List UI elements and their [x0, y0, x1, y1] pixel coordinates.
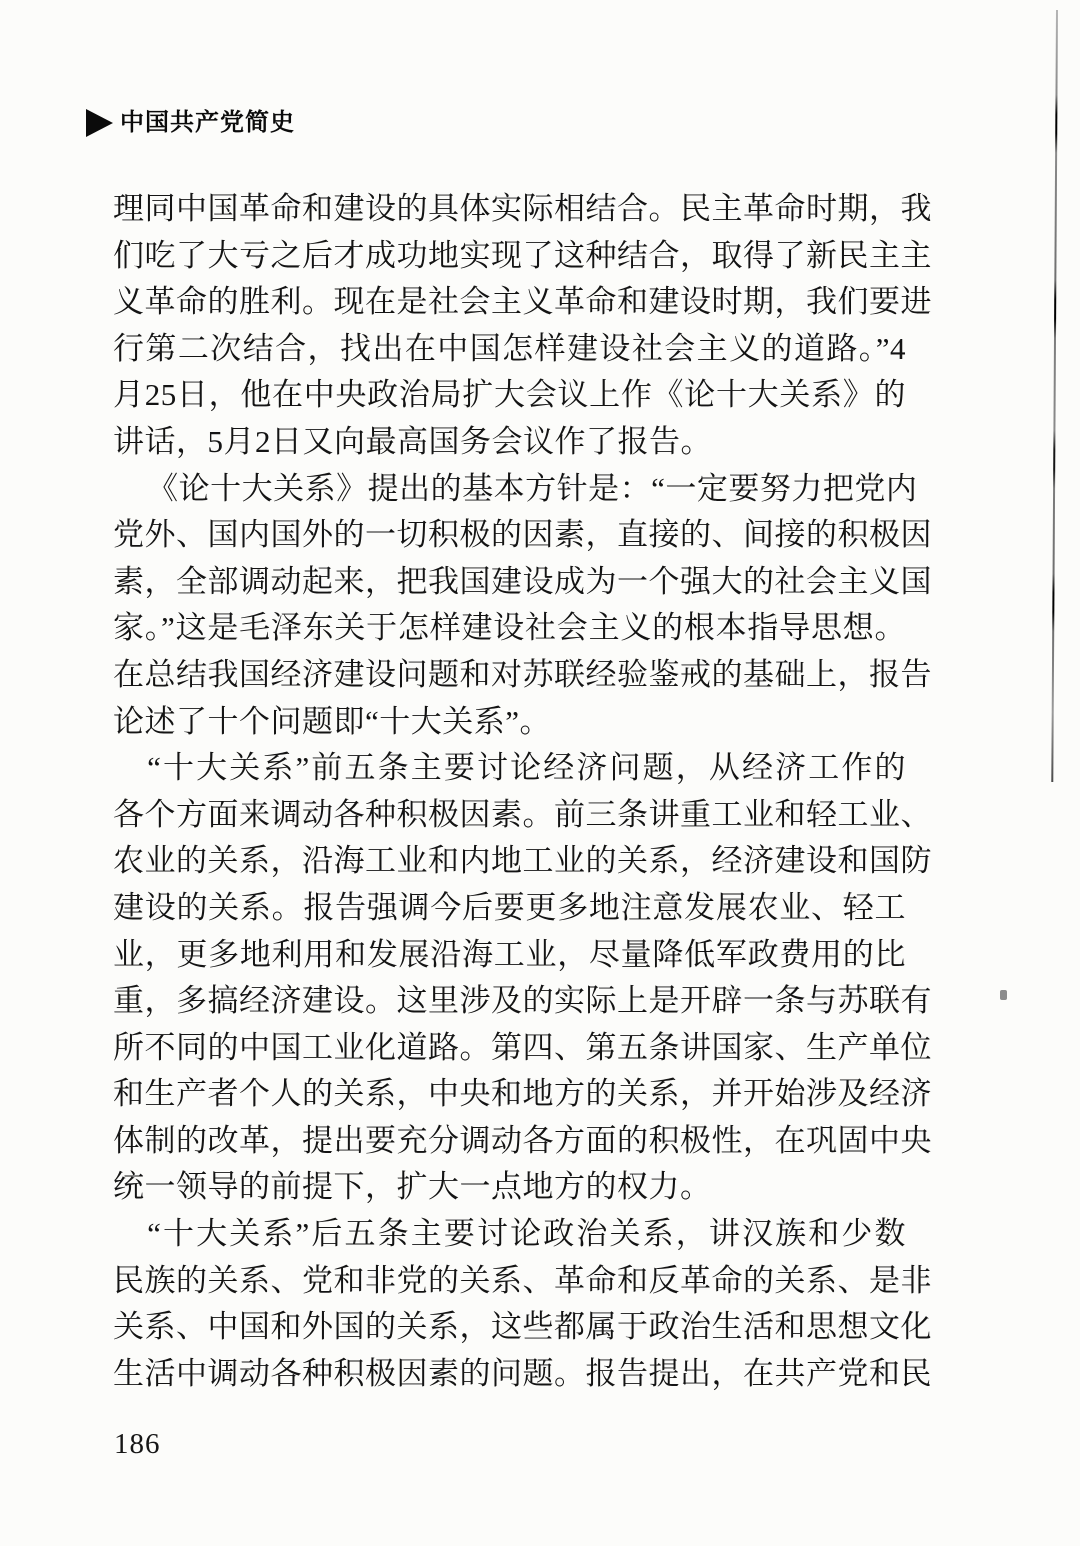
text-line: 关系、中国和外国的关系，这些都属于政治生活和思想文化 — [113, 1309, 932, 1345]
text-line: 月25日，他在中央政治局扩大会议上作《论十大关系》的 — [113, 377, 906, 413]
text-line: 家。”这是毛泽东关于怎样建设社会主义的根本指导思想。 — [113, 610, 906, 646]
text-line: 民族的关系、党和非党的关系、革命和反革命的关系、是非 — [113, 1262, 932, 1298]
text-line: “十大关系”后五条主要讨论政治关系，讲汉族和少数 — [147, 1216, 906, 1252]
scan-artifact-speck — [1000, 990, 1007, 1000]
text-line: 义革命的胜利。现在是社会主义革命和建设时期，我们要进 — [113, 284, 932, 320]
text-line: 讲话，5月2日又向最高国务会议作了报告。 — [113, 423, 712, 459]
text-line: 行第二次结合，找出在中国怎样建设社会主义的道路。”4 — [113, 330, 906, 366]
text-line: 们吃了大亏之后才成功地实现了这种结合，取得了新民主主 — [113, 237, 932, 273]
text-line: 各个方面来调动各种积极因素。前三条讲重工业和轻工业、 — [113, 796, 932, 832]
body-text — [113, 186, 932, 1397]
text-line: 体制的改革，提出要充分调动各方面的积极性，在巩固中央 — [113, 1122, 932, 1158]
text-line: 建设的关系。报告强调今后要更多地注意发展农业、轻工 — [113, 889, 906, 925]
running-header — [86, 108, 295, 138]
text-line: 《论十大关系》提出的基本方针是：“一定要努力把党内 — [147, 470, 918, 506]
text-line: 在总结我国经济建设问题和对苏联经验鉴戒的基础上，报告 — [113, 656, 932, 692]
book-title: 中国共产党简史 — [120, 109, 295, 136]
page-number: 186 — [114, 1428, 161, 1460]
right-triangle-icon — [86, 109, 113, 137]
text-line: 农业的关系，沿海工业和内地工业的关系，经济建设和国防 — [113, 843, 932, 879]
text-line: 统一领导的前提下，扩大一点地方的权力。 — [113, 1169, 712, 1205]
text-line: 业，更多地利用和发展沿海工业，尽量降低军政费用的比 — [113, 936, 906, 972]
text-line: 论述了十个问题即“十大关系”。 — [113, 703, 552, 739]
text-line: “十大关系”前五条主要讨论经济问题，从经济工作的 — [147, 750, 906, 786]
text-line: 和生产者个人的关系，中央和地方的关系，并开始涉及经济 — [113, 1076, 932, 1112]
text-line: 所不同的中国工业化道路。第四、第五条讲国家、生产单位 — [113, 1029, 932, 1065]
text-line: 素，全部调动起来，把我国建设成为一个强大的社会主义国 — [113, 563, 932, 599]
text-line: 重，多搞经济建设。这里涉及的实际上是开辟一条与苏联有 — [113, 983, 932, 1019]
scan-artifact-line — [1051, 10, 1058, 782]
text-line: 生活中调动各种积极因素的问题。报告提出，在共产党和民 — [113, 1355, 932, 1391]
text-line: 理同中国革命和建设的具体实际相结合。民主革命时期，我 — [113, 191, 932, 226]
text-line: 党外、国内国外的一切积极的因素，直接的、间接的积极因 — [113, 517, 932, 553]
